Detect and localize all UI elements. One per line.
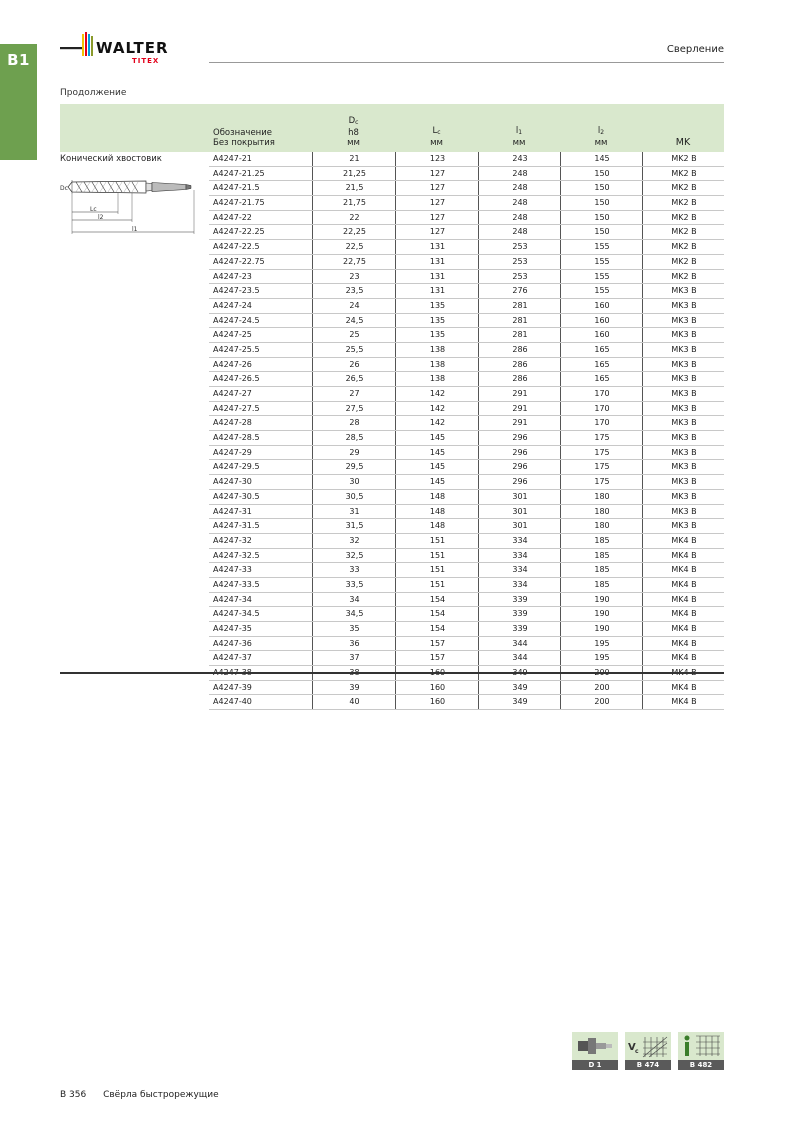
cell-lc: 145	[395, 431, 479, 445]
cell-lc: 127	[395, 211, 479, 225]
cell-lc: 127	[395, 181, 479, 195]
cell-lc: 151	[395, 563, 479, 577]
table-row	[209, 651, 724, 666]
cell-lc: 151	[395, 534, 479, 548]
cell-l1: 248	[478, 196, 561, 210]
cell-l2: 170	[560, 402, 643, 416]
page-number: B 356	[60, 1090, 87, 1100]
cell-designation: A4247-32	[213, 535, 252, 545]
cell-l1: 339	[478, 593, 561, 607]
cell-l2: 200	[560, 681, 643, 695]
cell-l1: 296	[478, 460, 561, 474]
cell-mk: MK4 B	[642, 563, 725, 577]
cell-lc: 142	[395, 387, 479, 401]
shank-type-label: Конический хвостовик	[60, 154, 162, 164]
l2-dim-label: l2	[98, 214, 104, 221]
cell-l1: 344	[478, 651, 561, 665]
reference-label: B 482	[678, 1060, 724, 1070]
dc-dim-label: Dc	[60, 185, 68, 192]
cell-mk: MK3 B	[642, 475, 725, 489]
table-row	[209, 240, 724, 255]
cell-lc: 131	[395, 270, 479, 284]
table-row	[209, 446, 724, 461]
cell-mk: MK4 B	[642, 637, 725, 651]
cell-dc: 23	[312, 270, 396, 284]
cell-designation: A4247-35	[213, 624, 252, 633]
table-row	[209, 578, 724, 593]
cell-designation: A4247-37	[213, 653, 252, 663]
cell-dc: 39	[312, 681, 396, 695]
cell-l2: 180	[560, 505, 643, 519]
footer-title: Свёрла быстрорежущие	[103, 1090, 219, 1100]
cell-mk: MK3 B	[642, 431, 725, 445]
header-l1: $l_1$ мм	[512, 126, 526, 148]
cell-mk: MK4 B	[642, 607, 725, 621]
cell-dc: 27	[312, 387, 396, 401]
cell-l2: 165	[560, 372, 643, 386]
cell-designation: A4247-33	[213, 565, 252, 575]
cell-designation: A4247-36	[213, 638, 252, 648]
walter-titex-logo	[60, 30, 200, 68]
cell-l2: 170	[560, 387, 643, 401]
cell-mk: MK3 B	[642, 343, 725, 357]
header-l2: $l_2$ мм	[594, 126, 608, 148]
cell-l1: 253	[478, 240, 561, 254]
cell-lc: 145	[395, 446, 479, 460]
cell-l2: 175	[560, 446, 643, 460]
cell-l1: 248	[478, 181, 561, 195]
cell-l1: 296	[478, 431, 561, 445]
cell-mk: MK4 B	[642, 695, 725, 709]
table-row	[209, 284, 724, 299]
cell-designation: A4247-27.5	[213, 403, 260, 413]
cell-l2: 165	[560, 343, 643, 357]
cell-dc: 35	[312, 622, 396, 636]
table-row	[209, 167, 724, 182]
cell-mk: MK4 B	[642, 622, 725, 636]
brand-sub: TITEX	[132, 57, 160, 65]
table-row	[209, 372, 724, 387]
cell-mk: MK2 B	[642, 225, 725, 239]
cell-dc: 30,5	[312, 490, 396, 504]
table-row	[209, 211, 724, 226]
cutting-speed-chart-icon	[625, 1032, 671, 1060]
cell-mk: MK4 B	[642, 651, 725, 665]
cell-l2: 180	[560, 490, 643, 504]
cell-designation: A4247-21.75	[213, 198, 265, 208]
table-row	[209, 593, 724, 608]
cell-designation: A4247-26	[213, 359, 252, 369]
cell-l2: 195	[560, 651, 643, 665]
cell-mk: MK3 B	[642, 284, 725, 298]
cell-designation: A4247-23	[213, 271, 252, 281]
continuation-label: Продолжение	[60, 88, 127, 98]
cell-lc: 157	[395, 651, 479, 665]
cell-l2: 185	[560, 563, 643, 577]
cell-designation: A4247-24	[213, 300, 252, 310]
table-row	[209, 196, 724, 211]
cell-l2: 150	[560, 167, 643, 181]
table-row	[209, 460, 724, 475]
cell-designation: A4247-39	[213, 682, 252, 692]
table-row	[209, 152, 724, 167]
cell-l1: 301	[478, 519, 561, 533]
cell-designation: A4247-28	[213, 418, 252, 428]
table-row	[209, 416, 724, 431]
table-row	[209, 431, 724, 446]
cell-l2: 175	[560, 431, 643, 445]
cell-lc: 151	[395, 549, 479, 563]
cell-lc: 148	[395, 490, 479, 504]
cell-l2: 175	[560, 460, 643, 474]
cell-lc: 154	[395, 622, 479, 636]
cell-lc: 123	[395, 152, 479, 166]
cell-dc: 25,5	[312, 343, 396, 357]
cell-l2: 150	[560, 181, 643, 195]
cell-lc: 142	[395, 402, 479, 416]
cell-dc: 31	[312, 505, 396, 519]
cell-dc: 32,5	[312, 549, 396, 563]
cell-l2: 155	[560, 270, 643, 284]
cell-lc: 160	[395, 695, 479, 709]
cell-designation: A4247-22.5	[213, 242, 260, 252]
cell-dc: 21,25	[312, 167, 396, 181]
table-row	[209, 225, 724, 240]
cell-mk: MK2 B	[642, 211, 725, 225]
cell-lc: 131	[395, 255, 479, 269]
cell-l2: 165	[560, 358, 643, 372]
cell-l1: 291	[478, 387, 561, 401]
cell-mk: MK2 B	[642, 152, 725, 166]
cell-lc: 148	[395, 519, 479, 533]
cell-l2: 170	[560, 416, 643, 430]
cell-dc: 29	[312, 446, 396, 460]
cell-l1: 349	[478, 681, 561, 695]
cell-l2: 180	[560, 519, 643, 533]
table-row	[209, 181, 724, 196]
cell-mk: MK3 B	[642, 505, 725, 519]
cell-l1: 334	[478, 563, 561, 577]
cell-designation: A4247-22.75	[213, 256, 265, 266]
cell-dc: 34	[312, 593, 396, 607]
cell-lc: 154	[395, 607, 479, 621]
cell-designation: A4247-31.5	[213, 521, 260, 531]
table-row	[209, 255, 724, 270]
cell-designation: A4247-24.5	[213, 315, 260, 325]
cell-mk: MK4 B	[642, 593, 725, 607]
cell-l1: 291	[478, 416, 561, 430]
cell-dc: 31,5	[312, 519, 396, 533]
cell-dc: 40	[312, 695, 396, 709]
cell-lc: 127	[395, 167, 479, 181]
cell-lc: 138	[395, 372, 479, 386]
cell-l2: 150	[560, 211, 643, 225]
cell-l1: 291	[478, 402, 561, 416]
table-row	[209, 637, 724, 652]
info-table-icon	[678, 1032, 724, 1060]
table-row	[209, 343, 724, 358]
cell-l1: 339	[478, 622, 561, 636]
cell-l2: 185	[560, 549, 643, 563]
cell-dc: 21	[312, 152, 396, 166]
cell-mk: MK2 B	[642, 167, 725, 181]
header-lc: $L_c$ мм	[430, 126, 443, 148]
cell-l2: 175	[560, 475, 643, 489]
table-row	[209, 270, 724, 285]
cell-l1: 296	[478, 475, 561, 489]
svg-text:c: c	[635, 1048, 639, 1055]
l1-dim-label: l1	[132, 226, 138, 233]
header-mk: MK	[675, 137, 691, 148]
reference-label: B 474	[625, 1060, 671, 1070]
cell-dc: 33,5	[312, 578, 396, 592]
cell-l2: 155	[560, 284, 643, 298]
cell-mk: MK4 B	[642, 549, 725, 563]
table-row	[209, 314, 724, 329]
cell-l2: 155	[560, 240, 643, 254]
cell-dc: 28	[312, 416, 396, 430]
table-row	[209, 387, 724, 402]
lc-dim-label: Lc	[90, 206, 97, 213]
cell-designation: A4247-29.5	[213, 462, 260, 472]
page-footer	[60, 1090, 219, 1100]
table-row	[209, 563, 724, 578]
cell-l1: 334	[478, 534, 561, 548]
cell-l1: 286	[478, 358, 561, 372]
cell-dc: 26,5	[312, 372, 396, 386]
cell-mk: MK2 B	[642, 255, 725, 269]
cell-mk: MK3 B	[642, 358, 725, 372]
section-tab-label: B1	[7, 51, 30, 69]
table-row	[209, 607, 724, 622]
cell-designation: A4247-21.25	[213, 168, 265, 178]
cell-l2: 190	[560, 607, 643, 621]
cell-mk: MK2 B	[642, 181, 725, 195]
cell-mk: MK2 B	[642, 196, 725, 210]
cell-lc: 135	[395, 328, 479, 342]
cell-l1: 276	[478, 284, 561, 298]
cell-l2: 150	[560, 225, 643, 239]
cell-l1: 286	[478, 343, 561, 357]
cell-l1: 243	[478, 152, 561, 166]
cell-l2: 185	[560, 578, 643, 592]
cell-mk: MK3 B	[642, 519, 725, 533]
cell-dc: 26	[312, 358, 396, 372]
cell-designation: A4247-27	[213, 389, 252, 398]
cell-designation: A4247-21	[213, 154, 252, 163]
cell-l1: 286	[478, 372, 561, 386]
cell-dc: 21,5	[312, 181, 396, 195]
cell-designation: A4247-40	[213, 697, 252, 707]
cell-l1: 334	[478, 578, 561, 592]
cell-l1: 301	[478, 505, 561, 519]
cell-lc: 145	[395, 475, 479, 489]
cell-designation: A4247-34.5	[213, 609, 260, 619]
cell-dc: 36	[312, 637, 396, 651]
cell-dc: 27,5	[312, 402, 396, 416]
table-row	[209, 695, 724, 710]
cell-designation: A4247-22.25	[213, 227, 265, 237]
brand-name: WALTER	[96, 39, 169, 57]
cell-l1: 253	[478, 270, 561, 284]
cell-l2: 195	[560, 637, 643, 651]
cell-l1: 349	[478, 695, 561, 709]
reference-d1[interactable]	[572, 1032, 618, 1070]
cell-l2: 160	[560, 328, 643, 342]
data-table	[209, 152, 724, 710]
cell-dc: 21,75	[312, 196, 396, 210]
cell-dc: 33	[312, 563, 396, 577]
cell-lc: 131	[395, 240, 479, 254]
table-row	[209, 490, 724, 505]
cell-mk: MK4 B	[642, 681, 725, 695]
reference-b482[interactable]	[678, 1032, 724, 1070]
svg-text:V: V	[628, 1042, 636, 1053]
cell-designation: A4247-33.5	[213, 579, 260, 589]
cell-lc: 160	[395, 681, 479, 695]
cell-lc: 127	[395, 225, 479, 239]
cell-lc: 157	[395, 637, 479, 651]
cell-designation: A4247-32.5	[213, 550, 260, 560]
cell-l2: 190	[560, 622, 643, 636]
cell-mk: MK3 B	[642, 446, 725, 460]
cell-lc: 127	[395, 196, 479, 210]
table-row	[209, 299, 724, 314]
section-title: Сверление	[666, 44, 724, 55]
cell-l1: 281	[478, 299, 561, 313]
cell-l1: 339	[478, 607, 561, 621]
cell-l1: 253	[478, 255, 561, 269]
cell-mk: MK3 B	[642, 328, 725, 342]
cell-l1: 281	[478, 314, 561, 328]
cell-mk: MK4 B	[642, 534, 725, 548]
cell-lc: 151	[395, 578, 479, 592]
table-bottom-rule	[60, 672, 724, 674]
drill-drawing	[60, 170, 200, 238]
cell-lc: 135	[395, 314, 479, 328]
header-divider	[209, 62, 724, 63]
cell-designation: A4247-25	[213, 330, 252, 340]
cell-dc: 24,5	[312, 314, 396, 328]
cell-l1: 281	[478, 328, 561, 342]
section-tab	[0, 44, 37, 160]
cell-dc: 25	[312, 328, 396, 342]
cell-designation: A4247-23.5	[213, 286, 260, 296]
table-row	[209, 519, 724, 534]
table-row	[209, 681, 724, 696]
cell-mk: MK3 B	[642, 372, 725, 386]
cell-l2: 160	[560, 314, 643, 328]
cell-l1: 344	[478, 637, 561, 651]
header-designation: Обозначение Без покрытия	[213, 128, 275, 148]
cell-l1: 301	[478, 490, 561, 504]
cell-l1: 296	[478, 446, 561, 460]
cell-l1: 248	[478, 225, 561, 239]
cell-designation: A4247-30.5	[213, 491, 260, 501]
cell-lc: 145	[395, 460, 479, 474]
cell-dc: 37	[312, 651, 396, 665]
cell-mk: MK3 B	[642, 314, 725, 328]
reference-label: D 1	[572, 1060, 618, 1070]
table-row	[209, 358, 724, 373]
cell-mk: MK3 B	[642, 416, 725, 430]
cell-designation: A4247-30	[213, 477, 252, 487]
table-row	[209, 622, 724, 637]
header-dc: $D_c$ h8 мм	[347, 116, 360, 148]
cell-mk: MK4 B	[642, 578, 725, 592]
cell-l2: 155	[560, 255, 643, 269]
cell-mk: MK3 B	[642, 460, 725, 474]
cell-lc: 138	[395, 358, 479, 372]
table-row	[209, 549, 724, 564]
cell-mk: MK3 B	[642, 490, 725, 504]
cell-mk: MK3 B	[642, 402, 725, 416]
cell-l1: 334	[478, 549, 561, 563]
cell-dc: 34,5	[312, 607, 396, 621]
table-row	[209, 328, 724, 343]
cell-mk: MK3 B	[642, 299, 725, 313]
cell-lc: 131	[395, 284, 479, 298]
cell-designation: A4247-34	[213, 594, 252, 604]
table-row	[209, 505, 724, 520]
cell-l1: 248	[478, 167, 561, 181]
cell-dc: 23,5	[312, 284, 396, 298]
cell-dc: 22,25	[312, 225, 396, 239]
cell-dc: 29,5	[312, 460, 396, 474]
reference-b474[interactable]	[625, 1032, 671, 1070]
cell-lc: 142	[395, 416, 479, 430]
cell-designation: A4247-26.5	[213, 374, 260, 384]
table-row	[209, 534, 724, 549]
cell-l2: 200	[560, 695, 643, 709]
cell-l1: 248	[478, 211, 561, 225]
cell-l2: 160	[560, 299, 643, 313]
tool-holder-icon	[572, 1032, 618, 1060]
cell-dc: 22,75	[312, 255, 396, 269]
cell-designation: A4247-29	[213, 447, 252, 457]
cell-dc: 30	[312, 475, 396, 489]
cell-dc: 24	[312, 299, 396, 313]
cell-mk: MK3 B	[642, 387, 725, 401]
cell-dc: 22	[312, 211, 396, 225]
cell-lc: 138	[395, 343, 479, 357]
cell-designation: A4247-25.5	[213, 344, 260, 354]
table-row	[209, 475, 724, 490]
cell-designation: A4247-21.5	[213, 183, 260, 193]
table-header	[60, 104, 724, 152]
cell-dc: 32	[312, 534, 396, 548]
cell-l2: 190	[560, 593, 643, 607]
cell-designation: A4247-31	[213, 506, 252, 516]
cell-dc: 22,5	[312, 240, 396, 254]
cell-dc: 28,5	[312, 431, 396, 445]
cell-designation: A4247-28.5	[213, 433, 260, 443]
cell-mk: MK2 B	[642, 240, 725, 254]
table-row	[209, 402, 724, 417]
cell-l2: 185	[560, 534, 643, 548]
cell-l2: 145	[560, 152, 643, 166]
cell-lc: 154	[395, 593, 479, 607]
cell-l2: 150	[560, 196, 643, 210]
cell-designation: A4247-22	[213, 212, 252, 222]
cell-lc: 135	[395, 299, 479, 313]
cell-lc: 148	[395, 505, 479, 519]
cell-mk: MK2 B	[642, 270, 725, 284]
